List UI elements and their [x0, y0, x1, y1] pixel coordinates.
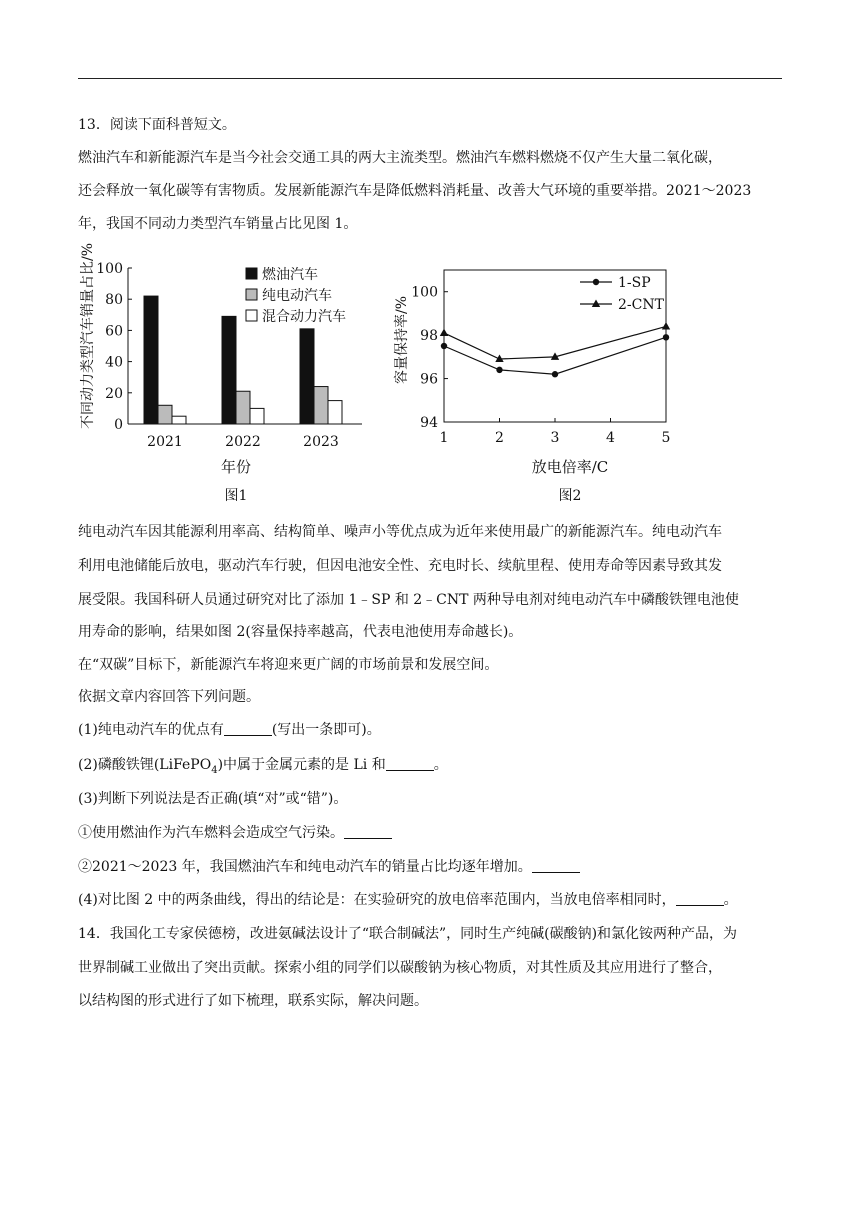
chart2-ytick-label: 96	[420, 371, 438, 388]
chart2-point	[662, 322, 670, 330]
chart2-legend-marker	[593, 279, 599, 285]
chart1-xlabel: 年份	[220, 458, 252, 476]
question-1-text-b: (写出一条即可)。	[271, 722, 381, 738]
chart1-bar	[236, 391, 250, 424]
chart2-legend-label: 1-SP	[618, 275, 651, 291]
question-4	[78, 889, 738, 909]
chart1-bar	[328, 401, 342, 424]
question-2-subscript: 4	[211, 764, 218, 776]
chart2-xtick-label: 2	[495, 430, 504, 446]
answer-blank-4[interactable]	[676, 891, 724, 906]
chart1-bar	[222, 316, 236, 424]
chart1-ytick-label: 100	[96, 261, 123, 277]
chart2-point	[663, 334, 669, 340]
chart1-bar	[158, 405, 172, 424]
chart2-ytick-label: 94	[420, 415, 438, 431]
chart2-legend-label: 2-CNT	[618, 297, 664, 313]
q14-line-2: 世界制碱工业做出了突出贡献。探索小组的同学们以碳酸钠为核心物质，对其性质及其应用进行了整合，	[78, 960, 722, 976]
chart1-legend-swatch	[246, 289, 257, 300]
question-2-text-a: (2)磷酸铁锂(LiFePO	[78, 757, 212, 773]
chart1-xtick-label: 2022	[225, 434, 261, 450]
figure-1-caption: 图1	[224, 488, 248, 504]
chart1-ytick-label: 0	[114, 417, 123, 433]
chart1-xtick-label: 2023	[303, 434, 339, 450]
q14-line-3: 以结构图的形式进行了如下梳理，联系实际，解决问题。	[78, 993, 428, 1009]
chart1-ytick-label: 40	[105, 354, 123, 371]
chart1-bar	[250, 408, 264, 424]
question-2-text-c: 。	[433, 757, 448, 773]
chart1-legend-label: 混合动力汽车	[262, 309, 346, 325]
chart1-legend-label: 纯电动汽车	[262, 288, 332, 304]
answer-blank-1[interactable]	[224, 721, 272, 736]
figure-2-line-chart	[384, 252, 704, 508]
chart1-bar	[172, 416, 186, 424]
chart2-ytick-label: 100	[411, 284, 438, 301]
question-4-text-b: 。	[723, 892, 738, 908]
question-1	[78, 719, 381, 739]
figure-2-caption: 图2	[558, 488, 582, 504]
paragraph-1-line-3: 年，我国不同动力类型汽车销量占比见图 1。	[78, 216, 358, 232]
chart2-xlabel: 放电倍率/C	[531, 458, 609, 476]
answer-blank-3-1[interactable]	[344, 824, 392, 839]
chart2-ytick-label: 98	[420, 328, 438, 345]
paragraph-2-line-3: 展受限。我国科研人员通过研究对比了添加 1﹣SP 和 2﹣CNT 两种导电剂对纯电动汽车中磷酸铁锂电池使	[78, 592, 739, 608]
answer-blank-3-2[interactable]	[532, 858, 580, 873]
paragraph-4: 依据文章内容回答下列问题。	[78, 689, 260, 705]
question-1-text-a: (1)纯电动汽车的优点有	[78, 722, 224, 738]
chart2-ylabel: 容量保持率/%	[394, 295, 410, 385]
paragraph-2-line-4: 用寿命的影响，结果如图 2(容量保持率越高，代表电池使用寿命越长)。	[78, 624, 523, 640]
question-3-1-text: ①使用燃油作为汽车燃料会造成空气污染。	[78, 825, 344, 841]
chart1-ytick-label: 20	[105, 385, 123, 402]
chart2-point	[440, 328, 448, 336]
question-3-1	[78, 822, 392, 842]
question-3-2-text: ②2021～2023 年，我国燃油汽车和纯电动汽车的销量占比均逐年增加。	[78, 859, 532, 875]
chart1-legend-label: 燃油汽车	[262, 267, 318, 283]
chart1-legend-swatch	[246, 268, 257, 279]
paragraph-1-line-2: 还会释放一氧化碳等有害物质。发展新能源汽车是降低燃料消耗量、改善大气环境的重要举措。2021～2023	[78, 183, 752, 199]
chart1-legend-swatch	[246, 310, 257, 321]
chart2-point	[441, 343, 447, 349]
paragraph-1-line-1: 燃油汽车和新能源汽车是当今社会交通工具的两大主流类型。燃油汽车燃料燃烧不仅产生大量二氧化碳，	[78, 150, 722, 166]
chart1-xtick-label: 2021	[147, 434, 183, 450]
answer-blank-2[interactable]	[386, 756, 434, 771]
chart2-xtick-label: 5	[661, 430, 671, 446]
chart1-ytick-label: 60	[105, 323, 123, 340]
paragraph-3: 在“双碳”目标下，新能源汽车将迎来更广阔的市场前景和发展空间。	[78, 657, 499, 673]
question-3-2	[78, 856, 580, 876]
question-3: (3)判断下列说法是否正确(填“对”或“错”)。	[78, 791, 348, 807]
header-rule	[78, 78, 782, 79]
question-4-text-a: (4)对比图 2 中的两条曲线，得出的结论是：在实验研究的放电倍率范围内，当放电倍率相同时，	[78, 892, 676, 908]
chart1-bar	[314, 387, 328, 424]
chart2-xtick-label: 4	[606, 430, 615, 446]
question-2-text-b: )中属于金属元素的是 Li 和	[217, 757, 386, 773]
chart1-bar	[300, 329, 314, 424]
chart1-bar	[144, 296, 158, 424]
chart2-xtick-label: 3	[550, 430, 560, 446]
q13-heading: 13．阅读下面科普短文。	[78, 117, 236, 133]
chart2-legend-marker	[592, 300, 600, 308]
chart2-point	[496, 367, 502, 373]
chart1-ytick-label: 80	[105, 292, 123, 309]
figure-1-bar-chart	[74, 236, 374, 508]
paragraph-2-line-1: 纯电动汽车因其能源利用率高、结构简单、噪声小等优点成为近年来使用最广的新能源汽车。纯电动汽车	[78, 524, 722, 540]
chart1-ylabel: 不同动力类型汽车销量占比/%	[80, 242, 96, 430]
q14-line-1: 14．我国化工专家侯德榜，改进氨碱法设计了“联合制碱法”，同时生产纯碱(碳酸钠)和氯化铵两种产品，为	[78, 926, 738, 942]
chart2-point	[552, 371, 558, 377]
chart2-xtick-label: 1	[439, 430, 449, 446]
paragraph-2-line-2: 利用电池储能后放电，驱动汽车行驶，但因电池安全性、充电时长、续航里程、使用寿命等因素导致其发	[78, 558, 722, 574]
question-2	[78, 754, 448, 776]
chart2-frame	[444, 270, 666, 422]
